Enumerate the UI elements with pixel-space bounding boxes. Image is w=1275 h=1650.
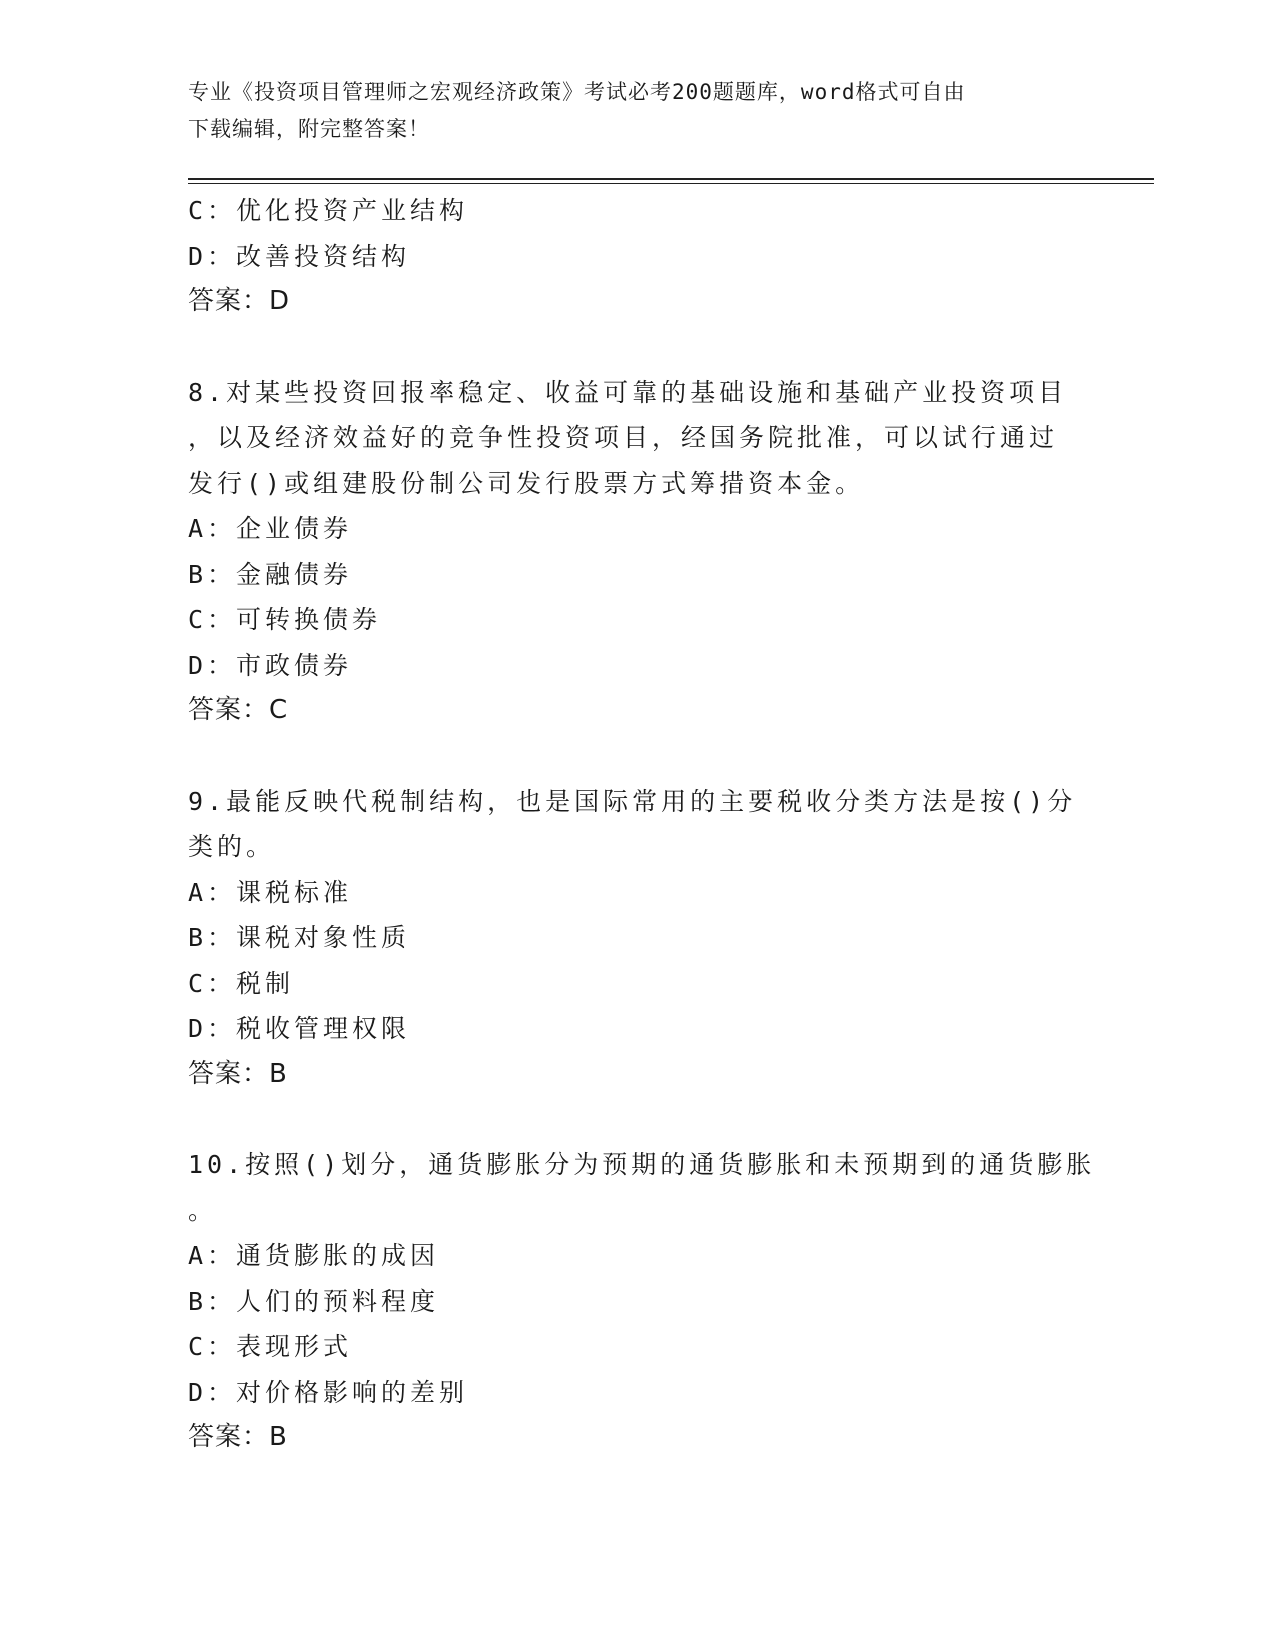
answer-line: 答案：B [188, 1058, 288, 1089]
option-b: B：人们的预料程度 [188, 1286, 440, 1316]
option-b: B：课税对象性质 [188, 923, 411, 952]
header-divider-thin [188, 183, 1154, 184]
spacer [188, 1097, 1088, 1142]
answer-line: 答案：C [188, 695, 289, 725]
question-content [188, 188, 1096, 1461]
option-d: D：改善投资结构 [188, 241, 411, 271]
option-c: C：可转换债券 [188, 605, 382, 634]
option-c: C：优化投资产业结构 [188, 196, 469, 225]
header-line-1: 专业《投资项目管理师之宏观经济政策》考试必考200题题库，word格式可自由 [188, 80, 966, 104]
option-d: D：税收管理权限 [188, 1014, 411, 1043]
question-9-text-line-1: 9.最能反映代税制结构，也是国际常用的主要税收分类方法是按()分 [188, 786, 1077, 816]
question-9 [188, 779, 1088, 1098]
answer-line: 答案：B [188, 1422, 288, 1452]
question-8-text-line-2: ，以及经济效益好的竞争性投资项目，经国务院批准，可以试行通过 [188, 423, 1059, 452]
option-a: A：通货膨胀的成因 [188, 1241, 440, 1270]
option-a: A：课税标准 [188, 877, 353, 907]
header-divider-thick [188, 178, 1154, 180]
spacer [188, 325, 1088, 370]
option-a: A：企业债券 [188, 514, 353, 543]
option-c: C：税制 [188, 968, 295, 998]
option-d: D：对价格影响的差别 [188, 1377, 469, 1407]
question-10-text-line-1: 10.按照()划分，通货膨胀分为预期的通货膨胀和未预期到的通货膨胀 [188, 1150, 1096, 1179]
option-c: C：表现形式 [188, 1332, 353, 1361]
question-10-text-line-2: 。 [188, 1195, 218, 1225]
question-8 [188, 370, 1088, 734]
spacer [188, 734, 1088, 779]
answer-line: 答案：D [188, 286, 291, 316]
question-8-text-line-1: 8.对某些投资回报率稳定、收益可靠的基础设施和基础产业投资项目 [188, 377, 1068, 407]
previous-question-tail [188, 188, 1088, 325]
option-b: B：金融债券 [188, 559, 353, 589]
header-line-2: 下载编辑，附完整答案！ [188, 117, 430, 141]
question-8-text-line-3: 发行()或组建股份制公司发行股票方式筹措资本金。 [188, 468, 865, 498]
question-9-text-line-2: 类的。 [188, 832, 276, 861]
option-d: D：市政债券 [188, 650, 353, 680]
question-10 [188, 1142, 1096, 1461]
document-header [188, 74, 1088, 148]
